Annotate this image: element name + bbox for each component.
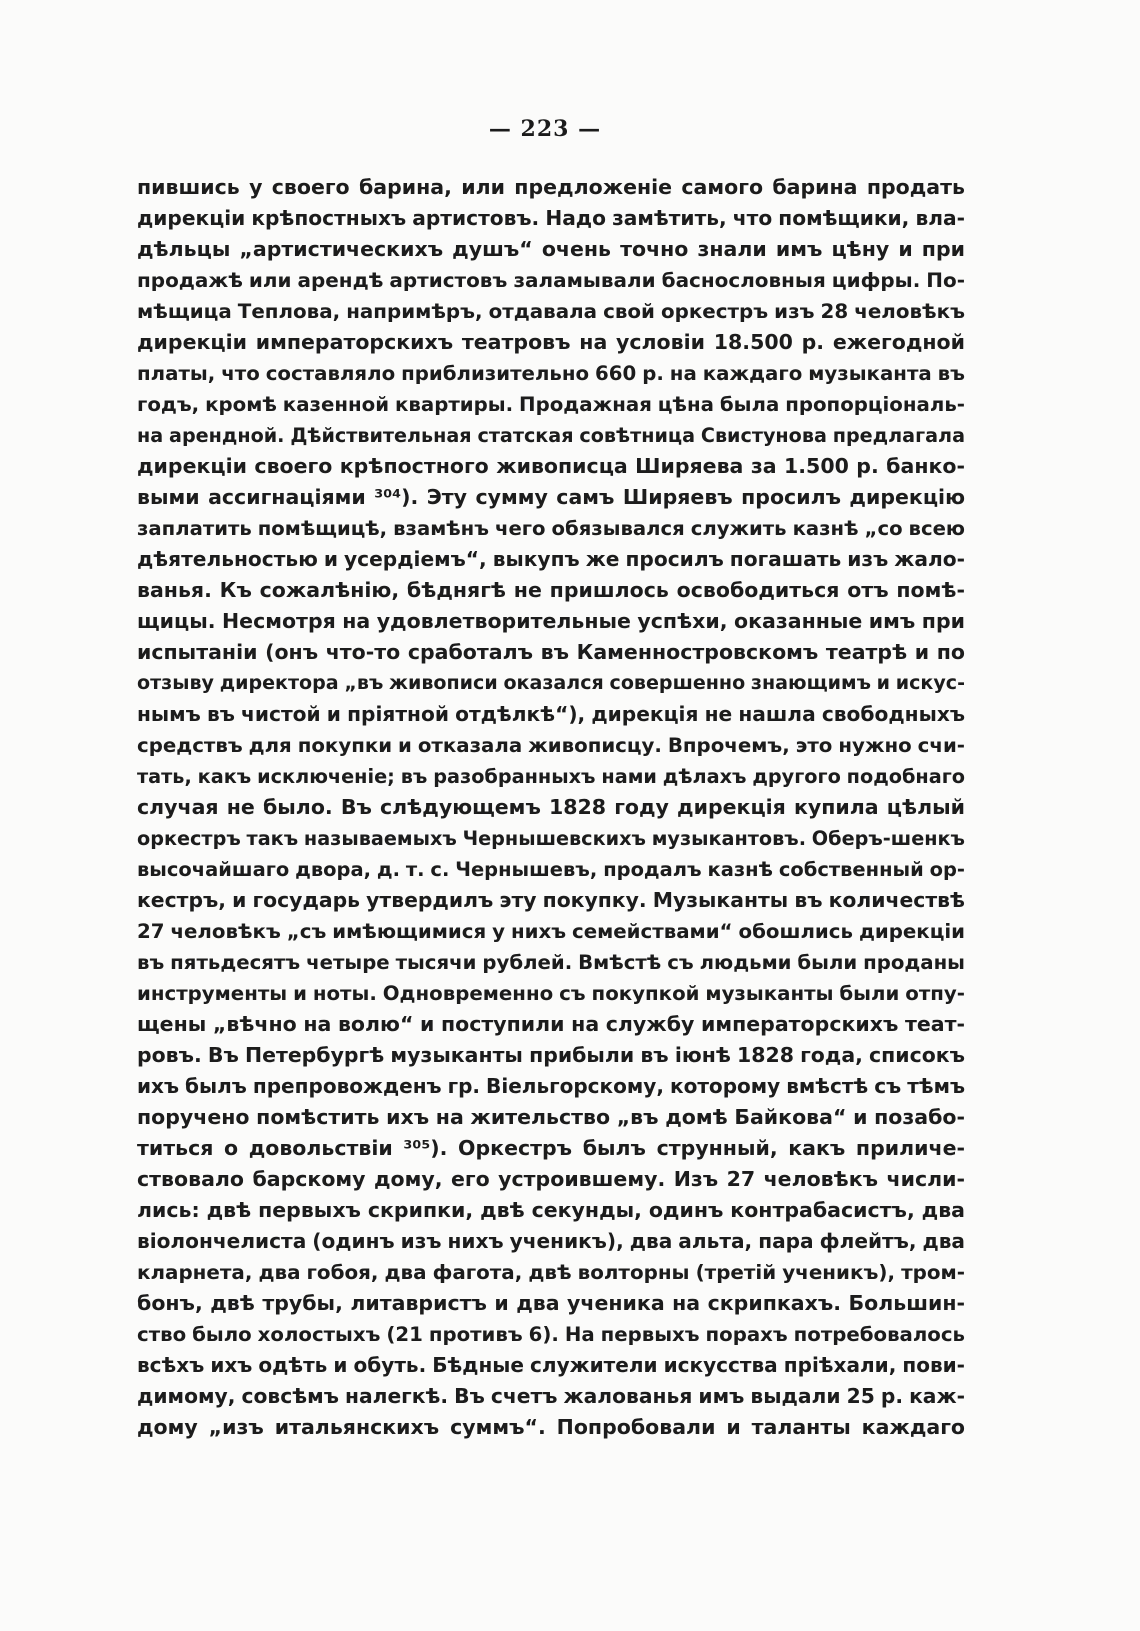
- text-line: заплатить помѣщицѣ, взамѣнъ чего обязывался служить казнѣ „со всею: [137, 517, 965, 540]
- text-line: годъ, кромѣ казенной квартиры. Продажная цѣна была пропорціональ-: [137, 393, 965, 416]
- text-line: продажѣ или арендѣ артистовъ заламывали баснословныя цифры. По-: [137, 268, 965, 292]
- text-line: щены „вѣчно на волю“ и поступили на службу императорскихъ теат-: [137, 1012, 965, 1036]
- text-line: ванья. Къ сожалѣнію, бѣднягѣ не пришлось освободиться отъ помѣ-: [137, 578, 965, 602]
- text-line: тать, какъ исключеніе; въ разобранныхъ нами дѣлахъ другого подобнаго: [137, 765, 965, 788]
- text-line: титься о довольствіи ³⁰⁵). Оркестръ былъ струнный, какъ приличе-: [137, 1136, 965, 1160]
- text-line: щицы. Несмотря на удовлетворительные успѣхи, оказанные имъ при: [137, 609, 965, 633]
- text-line: на арендной. Дѣйствительная статская совѣтница Свистунова предлагала: [137, 424, 965, 447]
- text-line: высочайшаго двора, д. т. с. Чернышевъ, продалъ казнѣ собственный ор-: [137, 858, 965, 881]
- text-line: димому, совсѣмъ налегкѣ. Въ счетъ жалованья имъ выдали 25 р. каж-: [137, 1384, 966, 1408]
- text-line: дирекціи своего крѣпостного живописца Ширяева за 1.500 р. банко-: [137, 454, 965, 478]
- text-line: кестръ, и государь утвердилъ эту покупку. Музыканты въ количествѣ: [137, 888, 965, 912]
- text-line: поручено помѣстить ихъ на жительство „въ домѣ Байкова“ и позабо-: [137, 1105, 965, 1129]
- text-line: віолончелиста (одинъ изъ нихъ ученикъ), два альта, пара флейтъ, два: [137, 1229, 965, 1253]
- text-line: въ пятьдесятъ четыре тысячи рублей. Вмѣстѣ съ людьми были проданы: [137, 951, 965, 974]
- text-line: мѣщица Теплова, напримѣръ, отдавала свой оркестръ изъ 28 человѣкъ: [137, 300, 965, 323]
- body-text: [137, 172, 965, 1443]
- text-line: 27 человѣкъ „съ имѣющимися у нихъ семействами“ обошлись дирекціи: [137, 920, 965, 943]
- text-line: дѣятельностью и усердіемъ“, выкупъ же просилъ погашать изъ жало-: [137, 547, 965, 571]
- text-line: отзыву директора „въ живописи оказался совершенно знающимъ и искус-: [137, 672, 965, 694]
- text-line: дирекціи императорскихъ театровъ на условіи 18.500 р. ежегодной: [137, 330, 965, 354]
- text-line: инструменты и ноты. Одновременно съ покупкой музыканты были отпу-: [137, 982, 965, 1005]
- text-line: ствовало барскому дому, его устроившему. Изъ 27 человѣкъ числи-: [137, 1167, 965, 1191]
- text-line: выми ассигнаціями ³⁰⁴). Эту сумму самъ Ширяевъ просилъ дирекцію: [137, 485, 965, 509]
- text-line: ровъ. Въ Петербургѣ музыканты прибыли въ іюнѣ 1828 года, списокъ: [137, 1043, 965, 1067]
- text-line: дирекціи крѣпостныхъ артистовъ. Надо замѣтить, что помѣщики, вла-: [137, 206, 965, 230]
- text-line: испытаніи (онъ что-то сработалъ въ Каменностровскомъ театрѣ и по: [137, 640, 965, 664]
- text-line: оркестръ такъ называемыхъ Чернышевскихъ музыкантовъ. Оберъ-шенкъ: [137, 827, 965, 850]
- text-line: кларнета, два гобоя, два фагота, двѣ волторны (третій ученикъ), тром-: [137, 1261, 965, 1284]
- text-line: нымъ въ чистой и пріятной отдѣлкѣ“), дирекція не нашла свободныхъ: [137, 702, 965, 726]
- text-line: ихъ былъ препровожденъ гр. Віельгорскому, которому вмѣстѣ съ тѣмъ: [137, 1074, 965, 1098]
- text-line: случая не было. Въ слѣдующемъ 1828 году дирекція купила цѣлый: [137, 795, 965, 819]
- page-number: — 223 —: [488, 116, 602, 142]
- text-line: платы, что составляло приблизительно 660 р. на каждаго музыканта въ: [137, 362, 965, 385]
- text-line: ство было холостыхъ (21 противъ 6). На первыхъ порахъ потребовалось: [137, 1323, 965, 1346]
- text-line: всѣхъ ихъ одѣть и обуть. Бѣдные служители искусства пріѣхали, пови-: [137, 1353, 965, 1377]
- text-line: средствъ для покупки и отказала живописцу. Впрочемъ, это нужно счи-: [137, 734, 965, 757]
- text-line: бонъ, двѣ трубы, литавристъ и два ученика на скрипкахъ. Большин-: [137, 1291, 965, 1315]
- text-line: дому „изъ итальянскихъ суммъ“. Попробовали и таланты каждаго: [137, 1415, 965, 1439]
- text-line: пившись у своего барина, или предложеніе самого барина продать: [137, 175, 965, 199]
- text-line: лись: двѣ первыхъ скрипки, двѣ секунды, одинъ контрабасистъ, два: [137, 1198, 965, 1222]
- text-line: дѣльцы „артистическихъ душъ“ очень точно знали имъ цѣну и при: [137, 237, 965, 261]
